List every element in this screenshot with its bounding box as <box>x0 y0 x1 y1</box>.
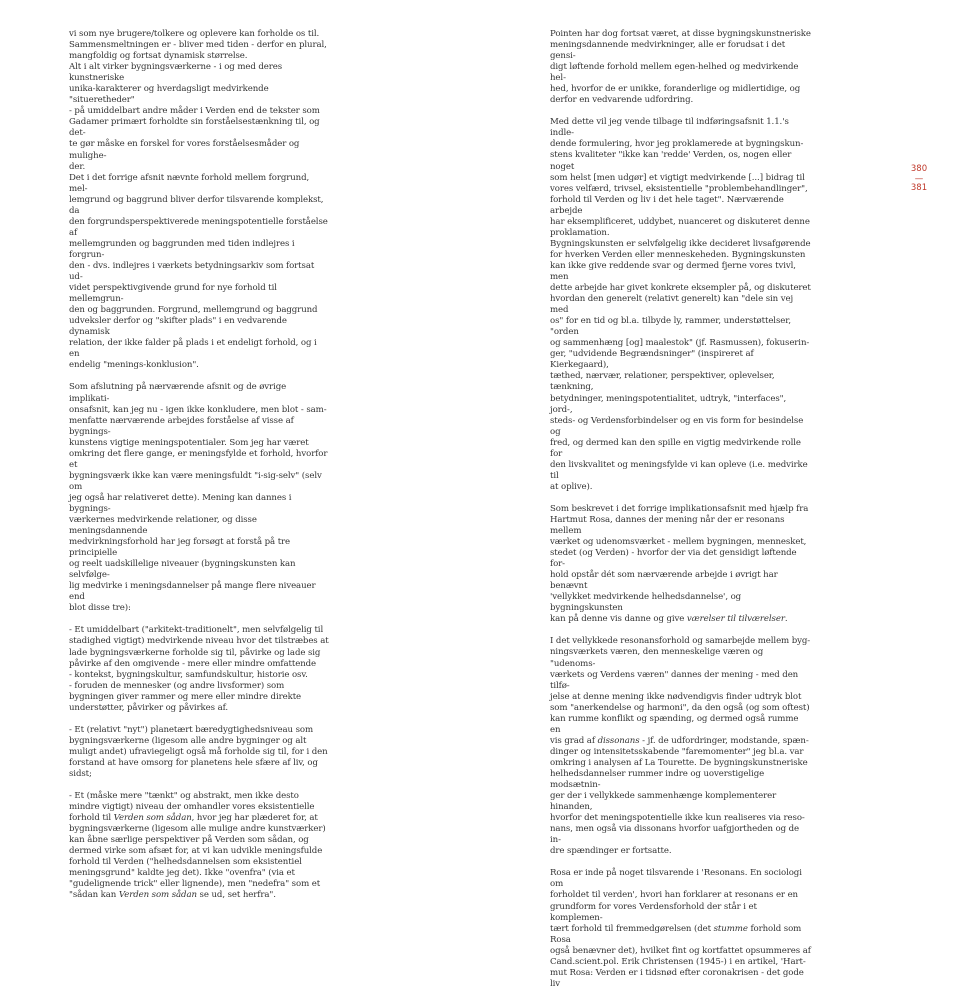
text-line: mut Rosa: Verden er i tidsnød efter coronakrisen - det gode liv <box>550 967 804 989</box>
text-line: bygningsværk ikke kan være meningsfuldt "i-sig-selv" (selv om <box>69 470 322 492</box>
text-line: kan rumme konflikt og spænding, og dermed også rumme en <box>550 713 799 735</box>
text-line: blot disse tre): <box>69 603 131 614</box>
text-line: stedet (og Verden) - hvorfor der via det gensidigt løftende for- <box>550 548 797 570</box>
text-line: som "anerkendelse og harmoni", da den også (og som oftest) <box>550 702 810 713</box>
italic-text: stumme <box>713 923 748 934</box>
text-line <box>69 890 329 901</box>
text-line: sidst; <box>69 769 92 779</box>
text-line: Rosa er inde på noget tilsvarende i 'Resonans. En sociologi om <box>550 868 802 890</box>
text-line: relation, der ikke falder på plads i et endeligt forhold, og i en <box>69 338 317 360</box>
right-column <box>550 29 811 990</box>
italic-text: Verden som sådan <box>113 813 192 824</box>
text-line: omkring det flere gange, er meningsfylde et forhold, hvorfor et <box>69 448 328 470</box>
text-run: forhold til <box>69 813 114 824</box>
text-line: fred, og dermed kan den spille en vigtig medvirkende rolle for <box>550 437 801 459</box>
text-line: te gør måske en forskel for vores forståelsesmåder og mulighe- <box>69 139 300 161</box>
text-line: forholdet til verden', hvori han forklarer at resonans er en <box>550 890 798 901</box>
paragraph-gap <box>550 106 811 117</box>
text-line: I det vellykkede resonansforhold og samarbejde mellem byg- <box>550 636 811 647</box>
text-line: proklamation. <box>550 227 610 238</box>
text-line: 'vellykket medvirkende helhedsdannelse', og bygningskunsten <box>550 592 742 614</box>
text-line: der. <box>69 161 86 172</box>
text-line: lemgrund og baggrund bliver derfor tilsvarende komplekst, da <box>69 194 324 216</box>
text-line: jeg også har relativeret dette). Mening kan dannes i bygnings- <box>69 492 292 514</box>
left-column <box>69 29 329 902</box>
text-line: Alt i alt virker bygningsværkerne - i og med deres kunstneriske <box>69 62 283 84</box>
text-line: dre spændinger er fortsatte. <box>550 846 672 857</box>
text-run: kan på denne vis danne og give <box>550 614 687 625</box>
text-line: dermed virke som afsæt for, at vi kan udvikle meningsfulde <box>69 846 323 857</box>
text-run: vis grad af <box>550 735 598 746</box>
text-line: meningsdannende medvirkninger, alle er forudsat i det gensi- <box>550 40 786 62</box>
text-line <box>550 924 811 946</box>
text-run: tært forhold til fremmedgørelsen (det <box>550 923 714 934</box>
text-run: - jf. de udfordringer, modstande, spæn- <box>639 735 809 746</box>
text-line: "gudelignende trick" eller lignende), men "nedefra" som et <box>69 879 321 890</box>
text-line: betydninger, meningspotentialitet, udtryk, "interfaces", jord-, <box>550 393 787 415</box>
text-line: og sammenhæng [og] maalestok" (jf. Rasmussen), fokuserin- <box>550 338 810 349</box>
text-line: Cand.scient.pol. Erik Christensen (1945-) i en artikel, 'Hart- <box>550 956 806 967</box>
text-line: vi som nye brugere/tolkere og oplevere kan forholde os til. <box>69 29 320 39</box>
text-line: hvordan den generelt (relativt generelt) kan "dele sin vej med <box>550 294 794 316</box>
italic-text: Verden som sådan <box>118 890 197 901</box>
text-run: se ud, set herfra". <box>196 890 276 901</box>
text-line: Som afslutning på nærværende afsnit og de øvrige implikati- <box>69 382 287 404</box>
page-number-right: 381 <box>910 183 928 193</box>
italic-text: værelser til tilværelser <box>686 614 785 625</box>
text-line: kunstens vigtige meningspotentialer. Som jeg har været <box>69 437 309 448</box>
paragraph-gap <box>550 857 811 868</box>
text-line: - foruden de mennesker (og andre livsformer) som <box>69 680 285 691</box>
text-line: Gadamer primært forholdte sin forståelsestænkning til, og det- <box>69 117 320 139</box>
text-run: , hvor jeg har plæderet for, at <box>191 813 318 824</box>
text-line: onsafsnit, kan jeg nu - igen ikke konkludere, men blot - sam- <box>69 404 327 415</box>
text-line: videt perspektivgivende grund for nye forhold til mellemgrun- <box>69 283 277 305</box>
text-line: kan ikke give reddende svar og dermed fjerne vores tvivl, men <box>550 260 796 282</box>
page-number-left: 380 <box>910 164 928 174</box>
text-line: meningsgrund" kaldte jeg det). Ikke "ovenfra" (via et <box>69 868 295 879</box>
text-line: og reelt uadskillelige niveauer (bygningskunsten kan selvfølge- <box>69 559 296 581</box>
text-line: Med dette vil jeg vende tilbage til indføringsafsnit 1.1.'s indle- <box>550 117 789 139</box>
text-line: grundform for vores Verdensforhold der står i et komplemen- <box>550 901 757 923</box>
text-line: hvorfor det meningspotentielle ikke kun realiseres via reso- <box>550 813 805 824</box>
text-line: den - dvs. indlejres i værkets betydningsarkiv som fortsat ud- <box>69 260 315 283</box>
text-line: - på umiddelbart andre måder i Verden end de tekster som <box>69 106 320 117</box>
text-line: os" for en tid og bl.a. tilbyde ly, rammer, understøttelser, "orden <box>550 316 791 338</box>
text-line: muligt andet) ufraviegeligt også må forholde sig til, for i den <box>69 746 328 757</box>
text-line: bygningen giver rammer og mere eller mindre direkte <box>69 691 302 702</box>
paragraph-gap <box>69 714 329 725</box>
text-line: digt løftende forhold mellem egen-helhed og medvirkende hel- <box>550 62 799 84</box>
text-line: dette arbejde har givet konkrete eksempler på, og diskuteret <box>550 283 811 294</box>
text-line: mellemgrunden og baggrunden med tiden indlejres i forgrun- <box>69 238 295 260</box>
text-line: også benævner det), hvilket fint og kortfattet opsummeres af <box>550 945 811 956</box>
page-number-separator: — <box>914 174 924 184</box>
paragraph-gap <box>69 614 329 625</box>
text-line: hed, hvorfor de er unikke, foranderlige og midlertidige, og <box>550 84 801 95</box>
paragraph-gap <box>69 780 329 791</box>
text-line: Det i det forrige afsnit nævnte forhold mellem forgrund, mel- <box>69 172 310 194</box>
text-line: den forgrundsperspektiverede meningspotentielle forståelse af <box>69 216 328 238</box>
text-line: menfatte nærværende arbejdes forståelse af visse af bygnings- <box>69 415 294 437</box>
text-line: den og baggrunden. Forgrund, mellemgrund og baggrund <box>69 305 318 316</box>
text-line: lig medvirke i meningsdannelser på mange flere niveauer end <box>69 581 316 603</box>
text-line: stadighed vigtigt) medvirkende niveau hvor det tilstræbes at <box>69 636 329 647</box>
paragraph-gap <box>550 493 811 504</box>
text-line: endelig "menings-konklusion". <box>69 360 199 371</box>
paragraph-gap <box>550 625 811 636</box>
text-line: - kontekst, bygningskultur, samfundskultur, historie osv. <box>69 669 308 680</box>
text-run: forhold som Rosa <box>550 923 802 945</box>
text-line: derfor en vedvarende udfordring. <box>550 95 694 106</box>
text-run: . <box>784 614 788 625</box>
text-line: hold opstår dét som nærværende arbejde i øvrigt har benævnt <box>550 570 778 592</box>
text-line: jelse at denne mening ikke nødvendigvis finder udtryk blot <box>550 691 802 702</box>
text-line: værket og udenomsværket - mellem bygningen, mennesket, <box>550 537 807 548</box>
text-line: mangfoldig og fortsat dynamisk størrelse. <box>69 51 248 62</box>
text-line: - Et (relativt "nyt") planetært bæredygtighedsniveau som <box>69 724 314 735</box>
text-line: vores velfærd, trivsel, eksistentielle "problembehandlinger", <box>550 183 808 194</box>
text-line: Som beskrevet i det forrige implikationsafsnit med hjælp fra <box>550 503 809 514</box>
text-line: - Et umiddelbart ("arkitekt-traditionelt", men selvfølgelig til <box>69 625 324 636</box>
text-line: mindre vigtigt) niveau der omhandler vores eksistentielle <box>69 802 315 813</box>
text-line: omkring i analysen af La Tourette. De bygningskunstneriske <box>550 757 808 768</box>
text-line: påvirke af den omgivende - mere eller mindre omfattende <box>69 658 317 669</box>
text-line: bygningsværkerne (ligesom alle andre bygninger og alt <box>69 735 307 746</box>
text-line: for hverken Verden eller menneskeheden. Bygningskunsten <box>550 249 806 260</box>
italic-text: dissonans <box>597 735 640 746</box>
text-line: forhold til Verden ("helhedsdannelsen som eksistentiel <box>69 857 302 868</box>
text-line: forstand at have omsorg for planetens hele sfære af liv, og <box>69 757 318 768</box>
text-run: "sådan kan <box>69 890 119 901</box>
text-line: Sammensmeltningen er - bliver med tiden - derfor en plural, <box>69 40 327 51</box>
text-line: stens kvaliteter "ikke kan 'redde' Verden, os, nogen eller noget <box>550 150 792 172</box>
text-line: forhold til Verden og liv i det hele taget". Nærværende arbejde <box>550 194 784 216</box>
text-line: unika-karakterer og hverdagsligt medvirkende "situeretheder" <box>69 84 269 106</box>
text-line: udveksler derfor og "skifter plads" i en vedvarende dynamisk <box>69 316 287 338</box>
text-line: Pointen har dog fortsat været, at disse bygningskunstneriske <box>550 29 811 39</box>
text-line: nans, men også via dissonans hvorfor uafgjortheden og de in- <box>550 824 800 846</box>
text-line <box>550 736 811 747</box>
text-line: værkets og Verdens væren" dannes der mening - med den tilfø- <box>550 669 799 691</box>
text-line: helhedsdannelser rummer indre og uoverstigelige modsætnin- <box>550 769 765 791</box>
text-line: har eksemplificeret, uddybet, nuanceret og diskuteret denne <box>550 216 810 227</box>
page-numbers <box>905 164 933 194</box>
text-line: at oplive). <box>550 481 593 492</box>
text-line: ningsværkets væren, den menneskelige væren og "udenoms- <box>550 647 764 669</box>
text-line: værkernes medvirkende relationer, og disse meningsdannende <box>69 515 257 537</box>
text-line: dende formulering, hvor jeg proklamerede at bygningskun- <box>550 139 804 150</box>
text-line: - Et (måske mere "tænkt" og abstrakt, men ikke desto <box>69 791 299 802</box>
text-line <box>69 813 329 824</box>
text-line: steds- og Verdensforbindelser og en vis form for besindelse og <box>550 415 804 437</box>
text-line: Bygningskunsten er selvfølgelig ikke decideret livsafgørende <box>550 238 811 249</box>
text-line: lade bygningsværkerne forholde sig til, påvirke og lade sig <box>69 647 321 658</box>
text-line: ger, "udvidende Begrændsninger" (inspireret af Kierkegaard), <box>550 349 754 371</box>
text-line: som helst [men udgør] et vigtigt medvirkende [...] bidrag til <box>550 172 805 183</box>
text-line: bygningsværkerne (ligesom alle mulige andre kunstværker) <box>69 824 326 835</box>
text-line: den livskvalitet og meningsfylde vi kan opleve (i.e. medvirke til <box>550 459 808 481</box>
text-line <box>550 614 811 625</box>
text-line: kan åbne særlige perspektiver på Verden som sådan, og <box>69 835 309 846</box>
paragraph-gap <box>69 371 329 382</box>
text-line: dinger og intensitetsskabende "faremomenter" jeg bl.a. var <box>550 746 804 757</box>
text-line: medvirkningsforhold har jeg forsøgt at forstå på tre principielle <box>69 537 291 559</box>
text-line: Hartmut Rosa, dannes der mening når der er resonans mellem <box>550 514 785 537</box>
text-line: ger der i vellykkede sammenhænge komplementerer hinanden, <box>550 791 777 813</box>
text-line: tæthed, nærvær, relationer, perspektiver, oplevelser, tænkning, <box>550 371 775 393</box>
text-line: understøtter, påvirker og påvirkes af. <box>69 702 228 713</box>
